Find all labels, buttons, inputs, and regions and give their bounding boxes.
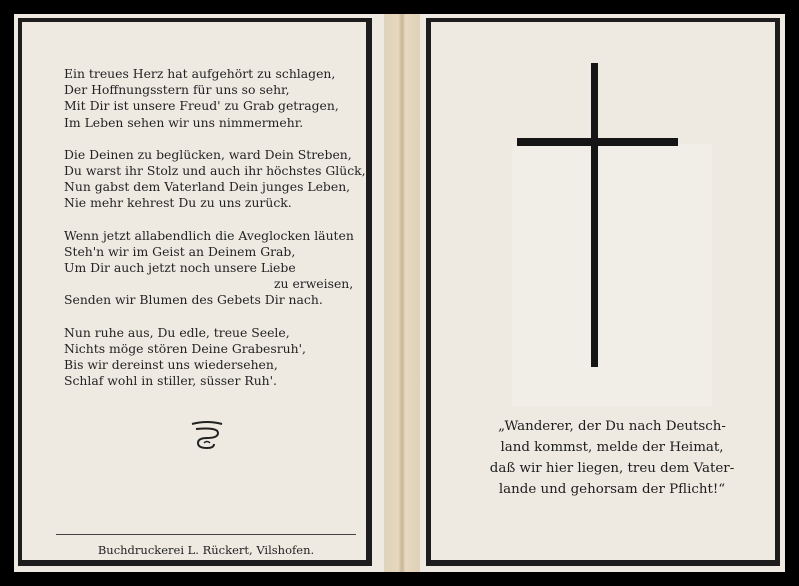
card-fold	[384, 14, 420, 572]
memorial-card	[14, 14, 785, 572]
printer-divider	[56, 534, 356, 535]
poem-stanza-1	[64, 66, 364, 131]
poem-line: Nichts möge stören Deine Grabesruh',	[64, 340, 306, 356]
right-panel-border-right	[775, 18, 780, 566]
poem-line: Die Deinen zu beglücken, ward Dein Streben,	[64, 146, 352, 162]
cross-horizontal-beam	[517, 138, 678, 146]
poem-line: Senden wir Blumen des Gebets Dir nach.	[64, 292, 323, 308]
left-panel-border-right	[366, 18, 372, 566]
poem-line: Nun gabst dem Vaterland Dein junges Leben,	[64, 179, 351, 195]
poem-line: Wenn jetzt allabendlich die Aveglocken läuten	[64, 227, 354, 243]
poem-stanza-3	[64, 228, 364, 309]
quote-line: daß wir hier liegen, treu dem Vater-	[489, 461, 735, 476]
memorial-quote	[472, 416, 752, 500]
scroll-ornament-icon	[190, 420, 224, 452]
right-panel	[420, 14, 785, 572]
right-panel-border-top	[426, 18, 780, 22]
quote-line: „Wanderer, der Du nach Deutsch-	[498, 419, 726, 434]
right-panel-border-bottom	[426, 560, 780, 566]
poem-line: zu erweisen,	[274, 276, 354, 292]
poem-stanza-4	[64, 325, 364, 390]
poem	[64, 66, 364, 405]
quote-line: lande und gehorsam der Pflicht!“	[498, 482, 726, 497]
photo-placeholder	[512, 144, 712, 406]
poem-stanza-2	[64, 147, 364, 212]
poem-line: Bis wir dereinst uns wiedersehen,	[64, 357, 278, 373]
poem-line: Steh'n wir im Geist an Deinem Grab,	[64, 243, 296, 259]
poem-line: Nie mehr kehrest Du zu uns zurück.	[64, 195, 292, 211]
quote-line: land kommst, melde der Heimat,	[500, 440, 724, 455]
printer-imprint: Buchdruckerei L. Rückert, Vilshofen.	[97, 543, 315, 557]
poem-line: Um Dir auch jetzt noch unsere Liebe	[64, 260, 296, 276]
poem-line: Schlaf wohl in stiller, süsser Ruh'.	[64, 373, 277, 389]
poem-line: Im Leben sehen wir uns nimmermehr.	[64, 114, 304, 130]
poem-line: Der Hoffnungsstern für uns so sehr,	[64, 82, 290, 98]
poem-line: Nun ruhe aus, Du edle, treue Seele,	[64, 324, 290, 340]
poem-line: Mit Dir ist unsere Freud' zu Grab getragen,	[64, 98, 339, 114]
left-panel-border-left	[18, 18, 22, 566]
cross-vertical-beam	[591, 63, 598, 367]
poem-line: Ein treues Herz hat aufgehört zu schlagen,	[64, 66, 336, 81]
left-panel	[14, 14, 384, 572]
right-panel-border-left	[426, 18, 431, 566]
left-panel-border-bottom	[18, 560, 372, 566]
poem-line: Du warst ihr Stolz und auch ihr höchstes Glück,	[64, 163, 366, 179]
left-panel-border-top	[18, 18, 372, 22]
